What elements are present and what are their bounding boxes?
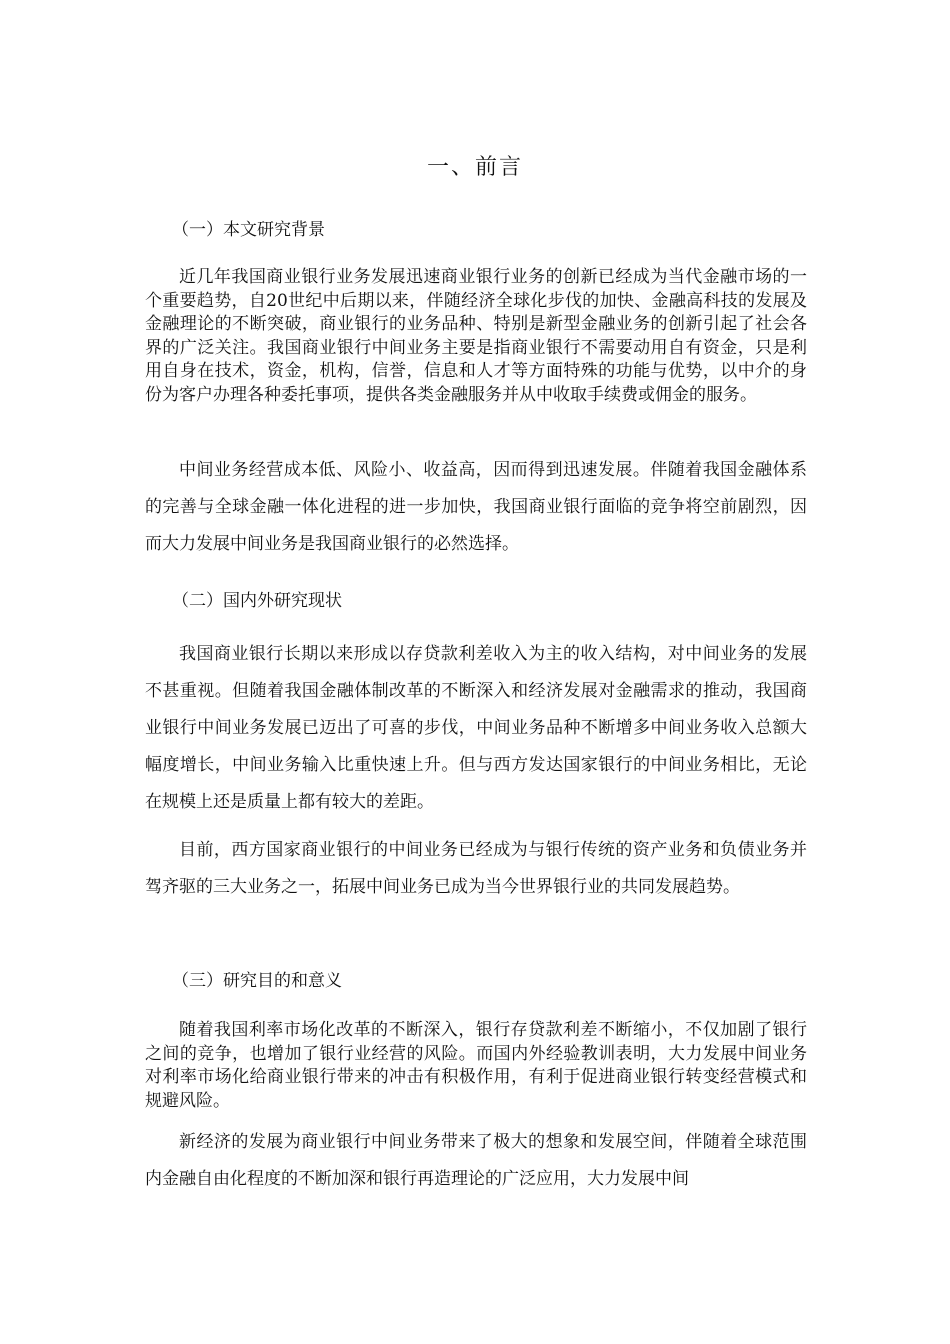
paragraph: 随着我国利率市场化改革的不断深入，银行存贷款利差不断缩小，不仅加剧了银行之间的竞争，也增加了银行业经营的风险。而国内外经验教训表明，大力发展中间业务对利率市场化给商业银行带来的冲击有积极作用，有利于促进商业银行转变经营模式和规避风险。 [145,1020,807,1111]
paragraph: 新经济的发展为商业银行中间业务带来了极大的想象和发展空间，伴随着全球范围内金融自由化程度的不断加深和银行再造理论的广泛应用，大力发展中间 [145,1132,807,1189]
paragraph: 我国商业银行长期以来形成以存贷款利差收入为主的收入结构，对中间业务的发展不甚重视。但随着我国金融体制改革的不断深入和经济发展对金融需求的推动，我国商业银行中间业务发展已迈出了可喜的步伐，中间业务品种不断增多中间业务收入总额大幅度增长，中间业务输入比重快速上升。但与西方发达国家银行的中间业务相比，无论在规模上还是质量上都有较大的差距。 [145,644,807,812]
section-heading-purpose: （三）研究目的和意义 [172,971,342,991]
paragraph: 中间业务经营成本低、风险小、收益高，因而得到迅速发展。伴随着我国金融体系的完善与全球金融一体化进程的进一步加快，我国商业银行面临的竞争将空前剧烈，因而大力发展中间业务是我国商业银行的必然选择。 [145,460,807,554]
paragraph: 目前，西方国家商业银行的中间业务已经成为与银行传统的资产业务和负债业务并驾齐驱的三大业务之一，拓展中间业务已成为当今世界银行业的共同发展趋势。 [145,840,807,897]
section-heading-research-status: （二）国内外研究现状 [172,591,342,611]
section-heading-background: （一）本文研究背景 [172,220,325,240]
paragraph: 近几年我国商业银行业务发展迅速商业银行业务的创新已经成为当代金融市场的一个重要趋势，自20世纪中后期以来，伴随经济全球化步伐的加快、金融高科技的发展及金融理论的不断突破，商业银行的业务品种、特别是新型金融业务的创新引起了社会各界的广泛关注。我国商业银行中间业务主要是指商业银行不需要动用自有资金，只是利用自身在技术，资金，机构，信誉，信息和人才等方面特殊的功能与优势，以中介的身份为客户办理各种委托事项，提供各类金融服务并从中收取手续费或佣金的服务。 [145,267,807,405]
page-title: 一、前言 [426,155,523,180]
